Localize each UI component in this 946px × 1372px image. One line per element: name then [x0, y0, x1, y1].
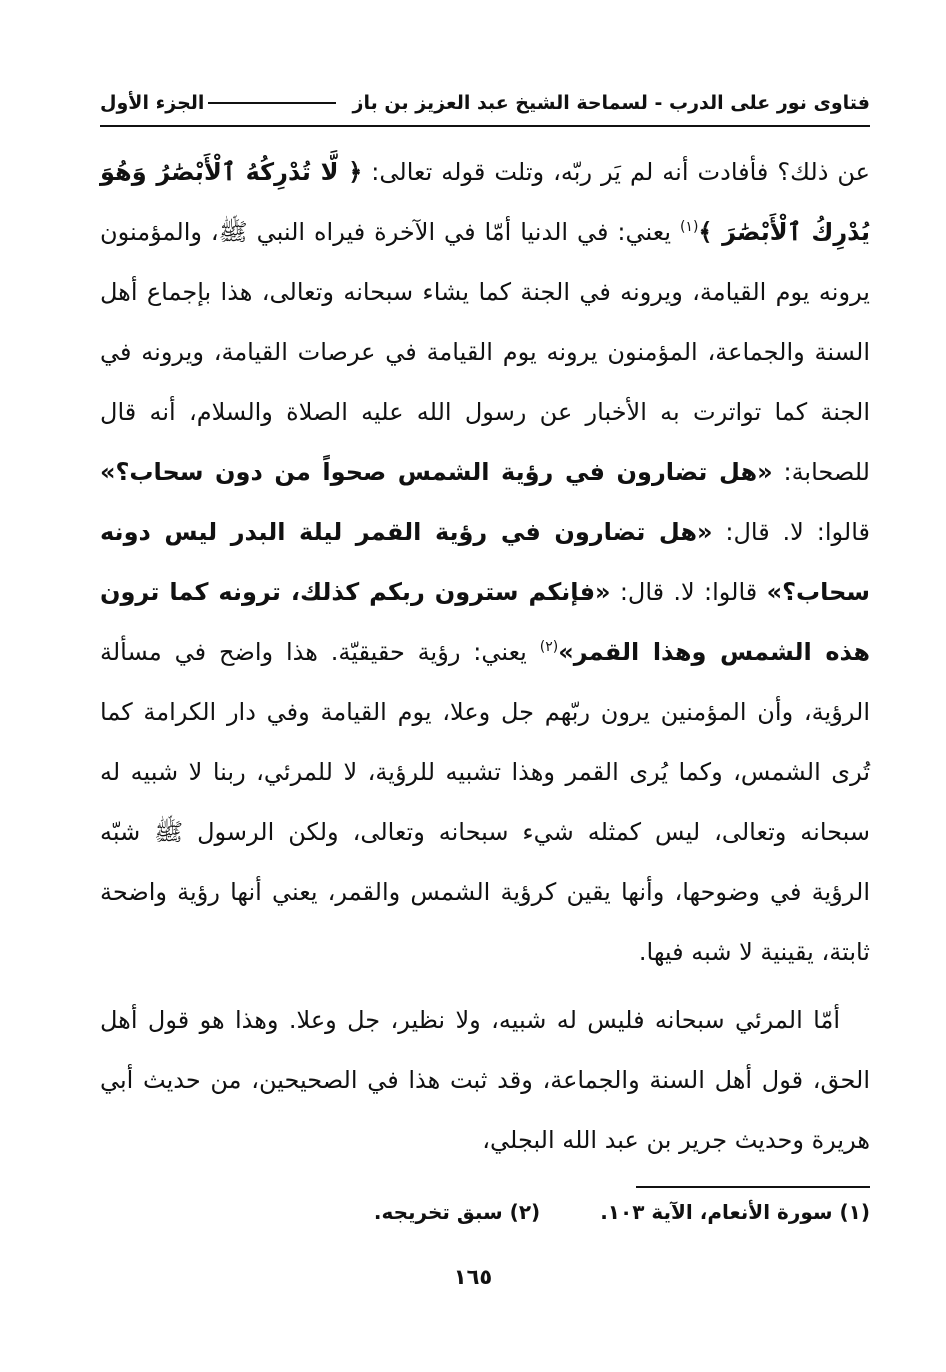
- running-header: [100, 88, 870, 128]
- header-dash-rule: [208, 102, 336, 104]
- hadith-quote: «هل تضارون في رؤية القمر ليلة البدر ليس دونه سحاب؟»: [100, 518, 871, 606]
- quran-verse: ﴿ لَّا تُدْرِكُهُ ٱلْأَبْصَٰرُ وَهُوَ يُدْرِكُ ٱلْأَبْصَٰرَ ﴾: [100, 158, 871, 246]
- text-segment: عن ذلك؟ فأفادت أنه لم يَر ربّه، وتلت قوله تعالى:: [362, 158, 870, 186]
- footnote-rule: [636, 1186, 870, 1188]
- page-number: ١٦٥: [453, 1265, 493, 1289]
- hadith-quote: «فإنكم سترون ربكم كذلك، ترونه كما ترون هذه الشمس وهذا القمر»: [100, 578, 870, 666]
- header-rule: [100, 125, 870, 127]
- footnote-ref-1: (١): [679, 219, 699, 235]
- paragraph-1: [100, 142, 870, 982]
- text-segment: يعني: رؤية حقيقيّة. هذا واضح في مسألة الرؤية، وأن المؤمنين يرون ربّهم جل وعلا، يوم القيامة وفي دار الكرامة كما تُرى الشمس، وكما يُرى القمر وهذا تشبيه للرؤية، لا للمرئي، ربنا لا شبيه له سبحانه وتعالى، ليس كمثله شيء سبحانه وتعالى، ولكن الرسول ﷺ شبّه الرؤية في وضوحها، وأنها يقين كرؤية الشمس والقمر، يعني أنها رؤية واضحة ثابتة، يقينية لا شبه فيها.: [100, 638, 870, 966]
- hadith-quote: «هل تضارون في رؤية الشمس صحواً من دون سحاب؟»: [100, 458, 773, 486]
- footnote-2: (٢) سبق تخريجه.: [373, 1200, 541, 1224]
- footnotes: [100, 1192, 870, 1232]
- text-segment: قالوا: لا. قال:: [610, 578, 767, 606]
- volume-label: الجزء الأول: [100, 92, 205, 114]
- text-segment: يعني: في الدنيا أمّا في الآخرة فيراه النبي ﷺ، والمؤمنون يرونه يوم القيامة، ويرونه في الجنة كما يشاء سبحانه وتعالى، هذا بإجماع أهل السنة والجماعة، المؤمنون يرونه يوم القيامة في عرصات القيامة، ويرونه في الجنة كما تواترت به الأخبار عن رسول الله عليه الصلاة والسلام، أنه قال للصحابة:: [100, 218, 870, 486]
- footnote-1: (١) سورة الأنعام، الآية ١٠٣.: [600, 1200, 870, 1224]
- main-text: [100, 142, 870, 1170]
- book-title: فتاوى نور على الدرب - لسماحة الشيخ عبد العزيز بن باز: [352, 92, 870, 114]
- text-segment: قالوا: لا. قال:: [712, 518, 870, 546]
- footnote-ref-2: (٢): [539, 639, 559, 655]
- paragraph-2: أمّا المرئي سبحانه فليس له شبيه، ولا نظير، جل وعلا. وهذا هو قول أهل الحق، قول أهل السنة والجماعة، وقد ثبت هذا في الصحيحين، من حديث أبي هريرة وحديث جرير بن عبد الله البجلي،: [100, 1006, 870, 1154]
